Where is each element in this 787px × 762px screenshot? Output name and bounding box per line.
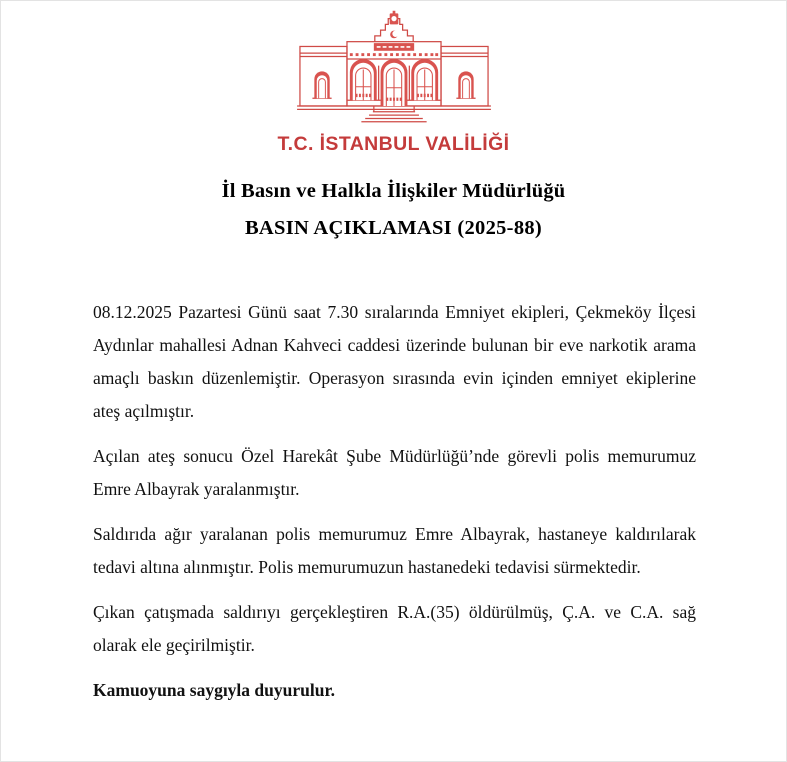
closing-statement: Kamuoyuna saygıyla duyurulur.: [93, 680, 336, 700]
press-release-title: BASIN AÇIKLAMASI (2025-88): [244, 217, 543, 239]
body-paragraph-1: 08.12.2025 Pazartesi Günü saat 7.30 sıralarında Emniyet ekipleri, Çekmeköy İlçesi Aydınlar mahallesi Adnan Kahveci caddesi üzerinde bulunan bir eve narkotik arama amaçlı baskın düzenlemiştir. Operasyon sırasında evin içinden emniyet ekiplerine ateş açılmıştır.: [93, 302, 696, 421]
body-paragraph-3: Saldırıda ağır yaralanan polis memurumuz Emre Albayrak, hastaneye kaldırılarak tedavi altına alınmıştır. Polis memurumuzun hastanedeki tedavisi sürmektedir.: [93, 524, 696, 577]
department-title: İl Basın ve Halkla İlişkiler Müdürlüğü: [221, 180, 566, 202]
org-name: T.C. İSTANBUL VALİLİĞİ: [277, 133, 510, 155]
press-release-body: [93, 296, 696, 707]
logo-block: [1, 1, 786, 156]
body-paragraph-4: Çıkan çatışmada saldırıyı gerçekleştiren R.A.(35) öldürülmüş, Ç.A. ve C.A. sağ olarak ele geçirilmiştir.: [93, 602, 696, 655]
body-paragraph-2: Açılan ateş sonucu Özel Harekât Şube Müdürlüğü’nde görevli polis memurumuz Emre Albayrak yaralanmıştır.: [93, 446, 696, 499]
government-building-icon: [293, 10, 495, 129]
